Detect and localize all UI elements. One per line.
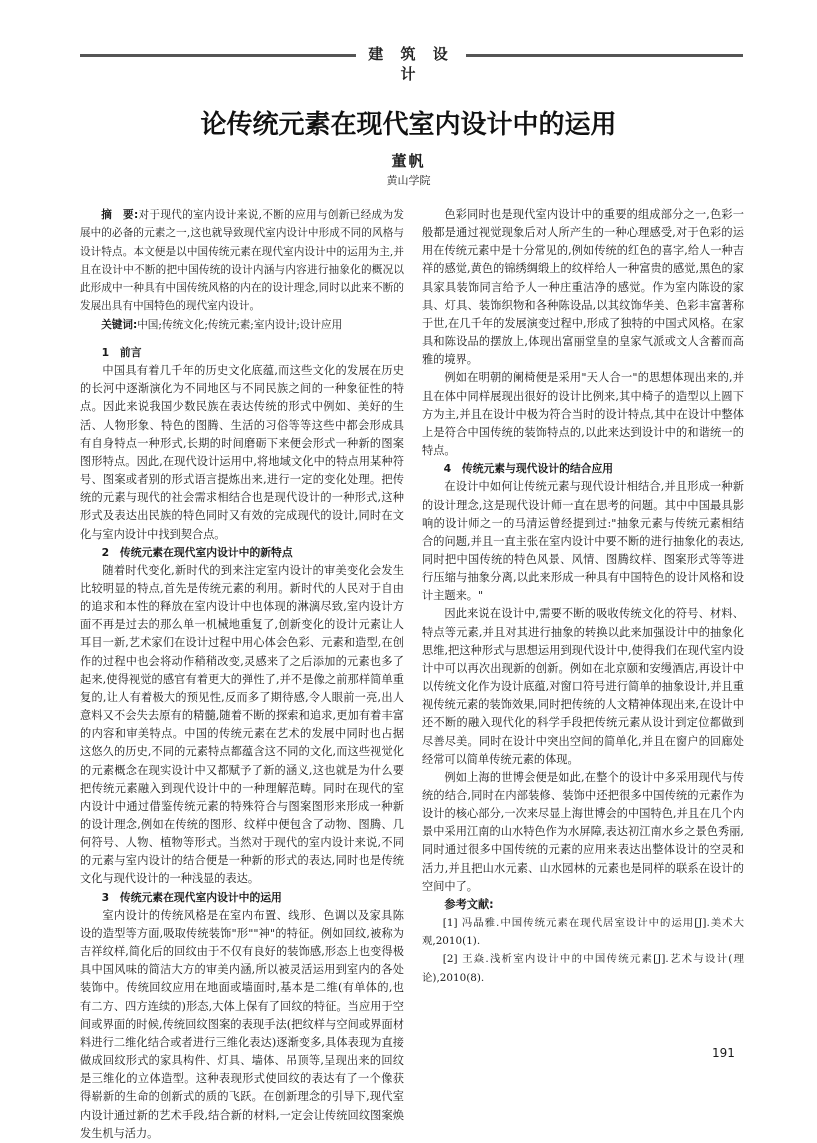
section-2-heading: 2 传统元素在现代室内设计中的新特点 (101, 545, 293, 559)
author-affiliation: 黄山学院 (386, 174, 431, 187)
section-3-paragraph-2: 色彩同时也是现代室内设计中的重要的组成部分之一,色彩一般都是通过视觉现象后对人所产生的一种心理感受,对于色彩的运用在传统元素中是十分常见的,例如传统的红色的喜字,给人一种吉祥的感觉,黄色的锦绣绸缎上的纹样给人一种富贵的感觉,黑色的家具家具装饰同言给予人一种庄重洁净的感觉。作为室内陈设的家具、灯具、装饰织物和各种陈设品,以其纹饰华美、色彩丰富著称于世,在几千年的发展演变过程中,形成了独特的中国式风格。在家具和陈设品的摆放上,体现出富丽堂皇的皇家气派或文人含蓄而高雅的境界。 (422, 208, 744, 367)
left-column (80, 206, 404, 1143)
section-3-paragraph-3: 例如在明朝的阑椅便是采用"天人合一"的思想体现出来的,并且在体中同样展现出很好的设计比例来,其中椅子的造型以上圆下方为主,并且在设计中极为符合当时的设计特点,其中在设计中整体上是符合中国传统的装饰特点的,以此来达到设计中的和谐统一的特点。 (422, 371, 744, 458)
article-author: 董帆 (391, 152, 426, 170)
keywords-label: 关键词: (101, 318, 138, 331)
section-1-heading: 1 前言 (101, 345, 142, 359)
page-number: 191 (712, 1046, 735, 1060)
abstract-label: 摘 要: (101, 209, 139, 221)
section-4-paragraph-3: 例如上海的世博会便是如此,在整个的设计中多采用现代与传统的结合,同时在内部装修、装饰中还把很多中国传统的元素作为设计的核心部分,一次来尽显上海世博会的中国特色,并且在几个内景中采用江南的山水特色作为水屏障,表达初江南水乡之景色秀丽,同时通过很多中国传统的元素的应用来表达出整体设计的空灵和活力,并且把山水元素、山水园林的元素也是同样的联系在设计的空间中了。 (422, 770, 744, 893)
section-header: 建 筑 设 计 (356, 44, 466, 64)
section-1-paragraph: 中国具有着几千年的历史文化底蕴,而这些文化的发展在历史的长河中逐渐演化为不同地区与不同民族之间的一种象征性的特点。因此来说我国少数民族在表达传统的形式中例如、美好的生活、人物形象、特色的图腾、生活的习俗等等这些中都会形成具有自身特点一种形式,长期的时间磨砺下来便会形式一种新的图案图形特点。因此,在现代设计运用中,将地域文化中的特点用某种符号、图案或者别的形式语言提炼出来,进行一定的变化处理。把传统的元素与现代的社会需求相结合也是现代设计的一种形式,这种形式及表达出民族的特色同时又有效的完成现代的设计,同时在文化与室内设计中找到契合点。 (80, 364, 404, 541)
right-column (422, 206, 744, 987)
section-4-paragraph-1: 在设计中如何让传统元素与现代设计相结合,并且形成一种新的设计理念,这是现代设计师一直在思考的问题。其中中国最具影响的设计师之一的马清运曾经提到过:"抽象元素与传统元素相结合的问题,并且一直主张在室内设计中要不断的进行抽象化的表达,同时把中国传统的特色风景、风情、图腾纹样、图案形式等等进行压缩与抽象分离,以此来形成一种具有中国特色的设计风格和设计主题来。" (422, 480, 744, 603)
keywords-text: 中国;传统文化;传统元素;室内设计;设计应用 (137, 318, 343, 331)
references-heading: 参考文献: (444, 897, 494, 911)
reference-item: [1] 冯晶雅.中国传统元素在现代居室设计中的运用[J].美术大观,2010(1). (422, 917, 744, 948)
section-3-heading: 3 传统元素在现代室内设计中的运用 (101, 890, 282, 904)
section-2-paragraph: 随着时代变化,新时代的到来注定室内设计的审美变化会发生比较明显的特点,首先是传统元素的利用。新时代的人民对于自由的追求和本性的释放在室内设计中也体现的淋漓尽致,室内设计方面不再是过去的那么单一机械地重复了,创新变化的设计元素让人耳目一新,艺术家们在设计过程中用心体会色彩、元素和造型,在创作的过程中也会将动作稍稍改变,灵感来了之后添加的元素也多了起来,使得视觉的感官有着更大的弹性了,并不是像之前那样简单重复的,让人有着极大的预见性,反而多了期待感,令人眼前一亮,出人意料又不会失去原有的精髓,随着不断的探索和追求,更加有着丰富的内容和审美特点。中国的传统元素在艺术的发展中同时也占据这悠久的历史,不同的元素特点都蕴含这不同的文化,而这些视觉化的元素概念在现实设计中又都赋予了新的涵义,这也就是为什么要把传统元素融入到现代设计中的一种理解范畴。同时在现代的室内设计中通过借鉴传统元素的特殊符合与图案图形来形成一种新的设计理念,例如在传统的图形、纹样中便包含了动物、图腾、几何符号、人物、植物等形式。当然对于现代的室内设计来说,不同的元素与室内设计的结合便是一种新的形式的表达,同时也是传统文化与现代设计的一种浅显的表达。 (80, 563, 404, 886)
abstract-text: 对于现代的室内设计来说,不断的应用与创新已经成为发展中的必备的元素之一,这也就导致现代室内设计中形成不同的风格与设计特点。本文便是以中国传统元素在现代室内设计中的运用为主,并且在设计中不断的把中国传统的设计内涵与内容进行抽象化的概况以此形成中一种具有中国传统风格的内在的设计理念,同时以此来不断的发展出具有中国特色的现代室内设计。 (80, 209, 404, 313)
keywords (80, 316, 404, 334)
section-4-paragraph-2: 因此来说在设计中,需要不断的吸收传统文化的符号、材料、特点等元素,并且对其进行抽象的转换以此来加强设计中的抽象化思维,把这种形式与思想运用到现代设计中,使得我们在现代室内设计中可以再次出现新的创新。例如在北京颐和安缦酒店,再设计中以传统文化作为设计底蕴,对窗口符号进行简单的抽象设计,并且重视传统元素的装饰效果,同时把传统的人文精神体现出来,在设计中还不断的融入现代化的科学手段把传统元素从设计到定位都做到尽善尽美。同时在设计中突出空间的简单化,并且在窗户的回廊处经常可以简单传统元素的体现。 (422, 607, 744, 766)
section-3-paragraph-1: 室内设计的传统风格是在室内布置、线形、色调以及家具陈设的造型等方面,吸取传统装饰"形""神"的特征。例如回纹,被称为吉祥纹样,简化后的回纹由于不仅有良好的装饰感,形态上也变得极具中国风味的简洁大方的审美内涵,所以被灵活运用到室内的各处装饰中。传统回纹应用在地面或墙面时,基本是二维(有单体的,也有二方、四方连续的)形态,大体上保有了回纹的特征。当应用于空间或界面的时候,传统回纹图案的表现手法(把纹样与空间或界面材料进行二维化结合或者进行三维化表达)逐渐变多,具体表现为直接做成回纹形式的家具构件、灯具、墙体、吊顶等,呈现出来的回纹是三维化的立体造型。这种表现形式使回纹的表达有了一个像获得崭新的生命的创新式的质的飞跃。在创新理念的引导下,现代室内设计通过新的艺术手段,结合新的材料,一定会让传统回纹图案焕发生机与活力。 (80, 908, 404, 1140)
section-4-heading: 4 传统元素与现代设计的结合应用 (443, 462, 614, 476)
abstract (80, 206, 404, 316)
reference-item: [2] 王焱.浅析室内设计中的中国传统元素[J].艺术与设计(理论),2010(8). (422, 953, 744, 984)
article-title: 论传统元素在现代室内设计中的运用 (200, 110, 617, 140)
